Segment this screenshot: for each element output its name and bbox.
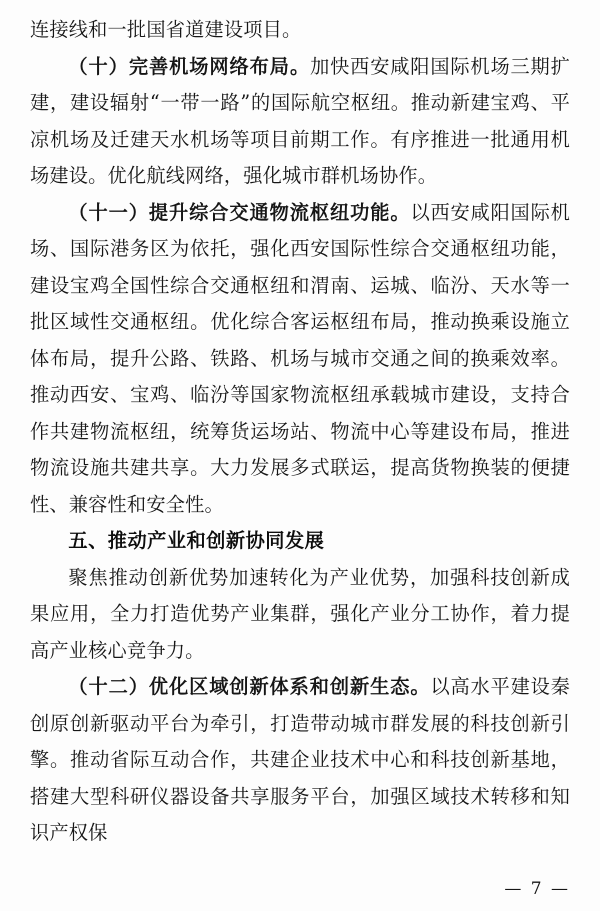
page-number: — 7 —	[504, 879, 570, 899]
paragraph-continuation: 连接线和一批国省道建设项目。	[30, 18, 302, 41]
paragraph-logistics-hub	[30, 195, 570, 524]
paragraph-lead-logistics-hub: （十一）提升综合交通物流枢纽功能。	[68, 200, 411, 224]
paragraph-airport-network	[30, 49, 570, 195]
section-heading-five: 五、推动产业和创新协同发展	[68, 529, 325, 552]
paragraph-body-logistics-hub: 以西安咸阳国际机场、国际港务区为依托，强化西安国际性综合交通枢纽功能，建设宝鸡全国性综合交通枢纽和渭南、运城、临汾、天水等一批区域性交通枢纽。优化综合客运枢纽布局，推动换乘设施立体布局，提升公路、铁路、机场与城市交通之间的换乘效率。推动西安、宝鸡、临汾等国家物流枢纽承载城市建设，支持合作共建物流枢纽，统筹货运场站、物流中心等建设布局，推进物流设施共建共享。大力发展多式联运，提高货物换装的便捷性、兼容性和安全性。	[30, 200, 570, 516]
paragraph-lead-airport-network: （十）完善机场网络布局。	[68, 54, 311, 78]
paragraph-section-intro: 聚焦推动创新优势加速转化为产业优势，加强科技创新成果应用，全力打造优势产业集群，强化产业分工协作，着力提高产业核心竞争力。	[30, 565, 570, 662]
paragraph-body-innovation-system: 以高水平建设秦创原创新驱动平台为牵引，打造带动城市群发展的科技创新引擎。推动省际互动合作，共建企业技术中心和科技创新基地，搭建大型科研仪器设备共享服务平台，加强区域技术转移和知识产权保	[30, 675, 570, 844]
paragraph-innovation-system	[30, 669, 570, 852]
paragraph-lead-innovation-system: （十二）优化区域创新体系和创新生态。	[68, 675, 431, 698]
paragraph-body-airport-network: 加快西安咸阳国际机场三期扩建，建设辐射“一带一路”的国际航空枢纽。推动新建宝鸡、平凉机场及迁建天水机场等项目前期工作。有序推进一批通用机场建设。优化航线网络，强化城市群机场协作。	[30, 54, 570, 187]
